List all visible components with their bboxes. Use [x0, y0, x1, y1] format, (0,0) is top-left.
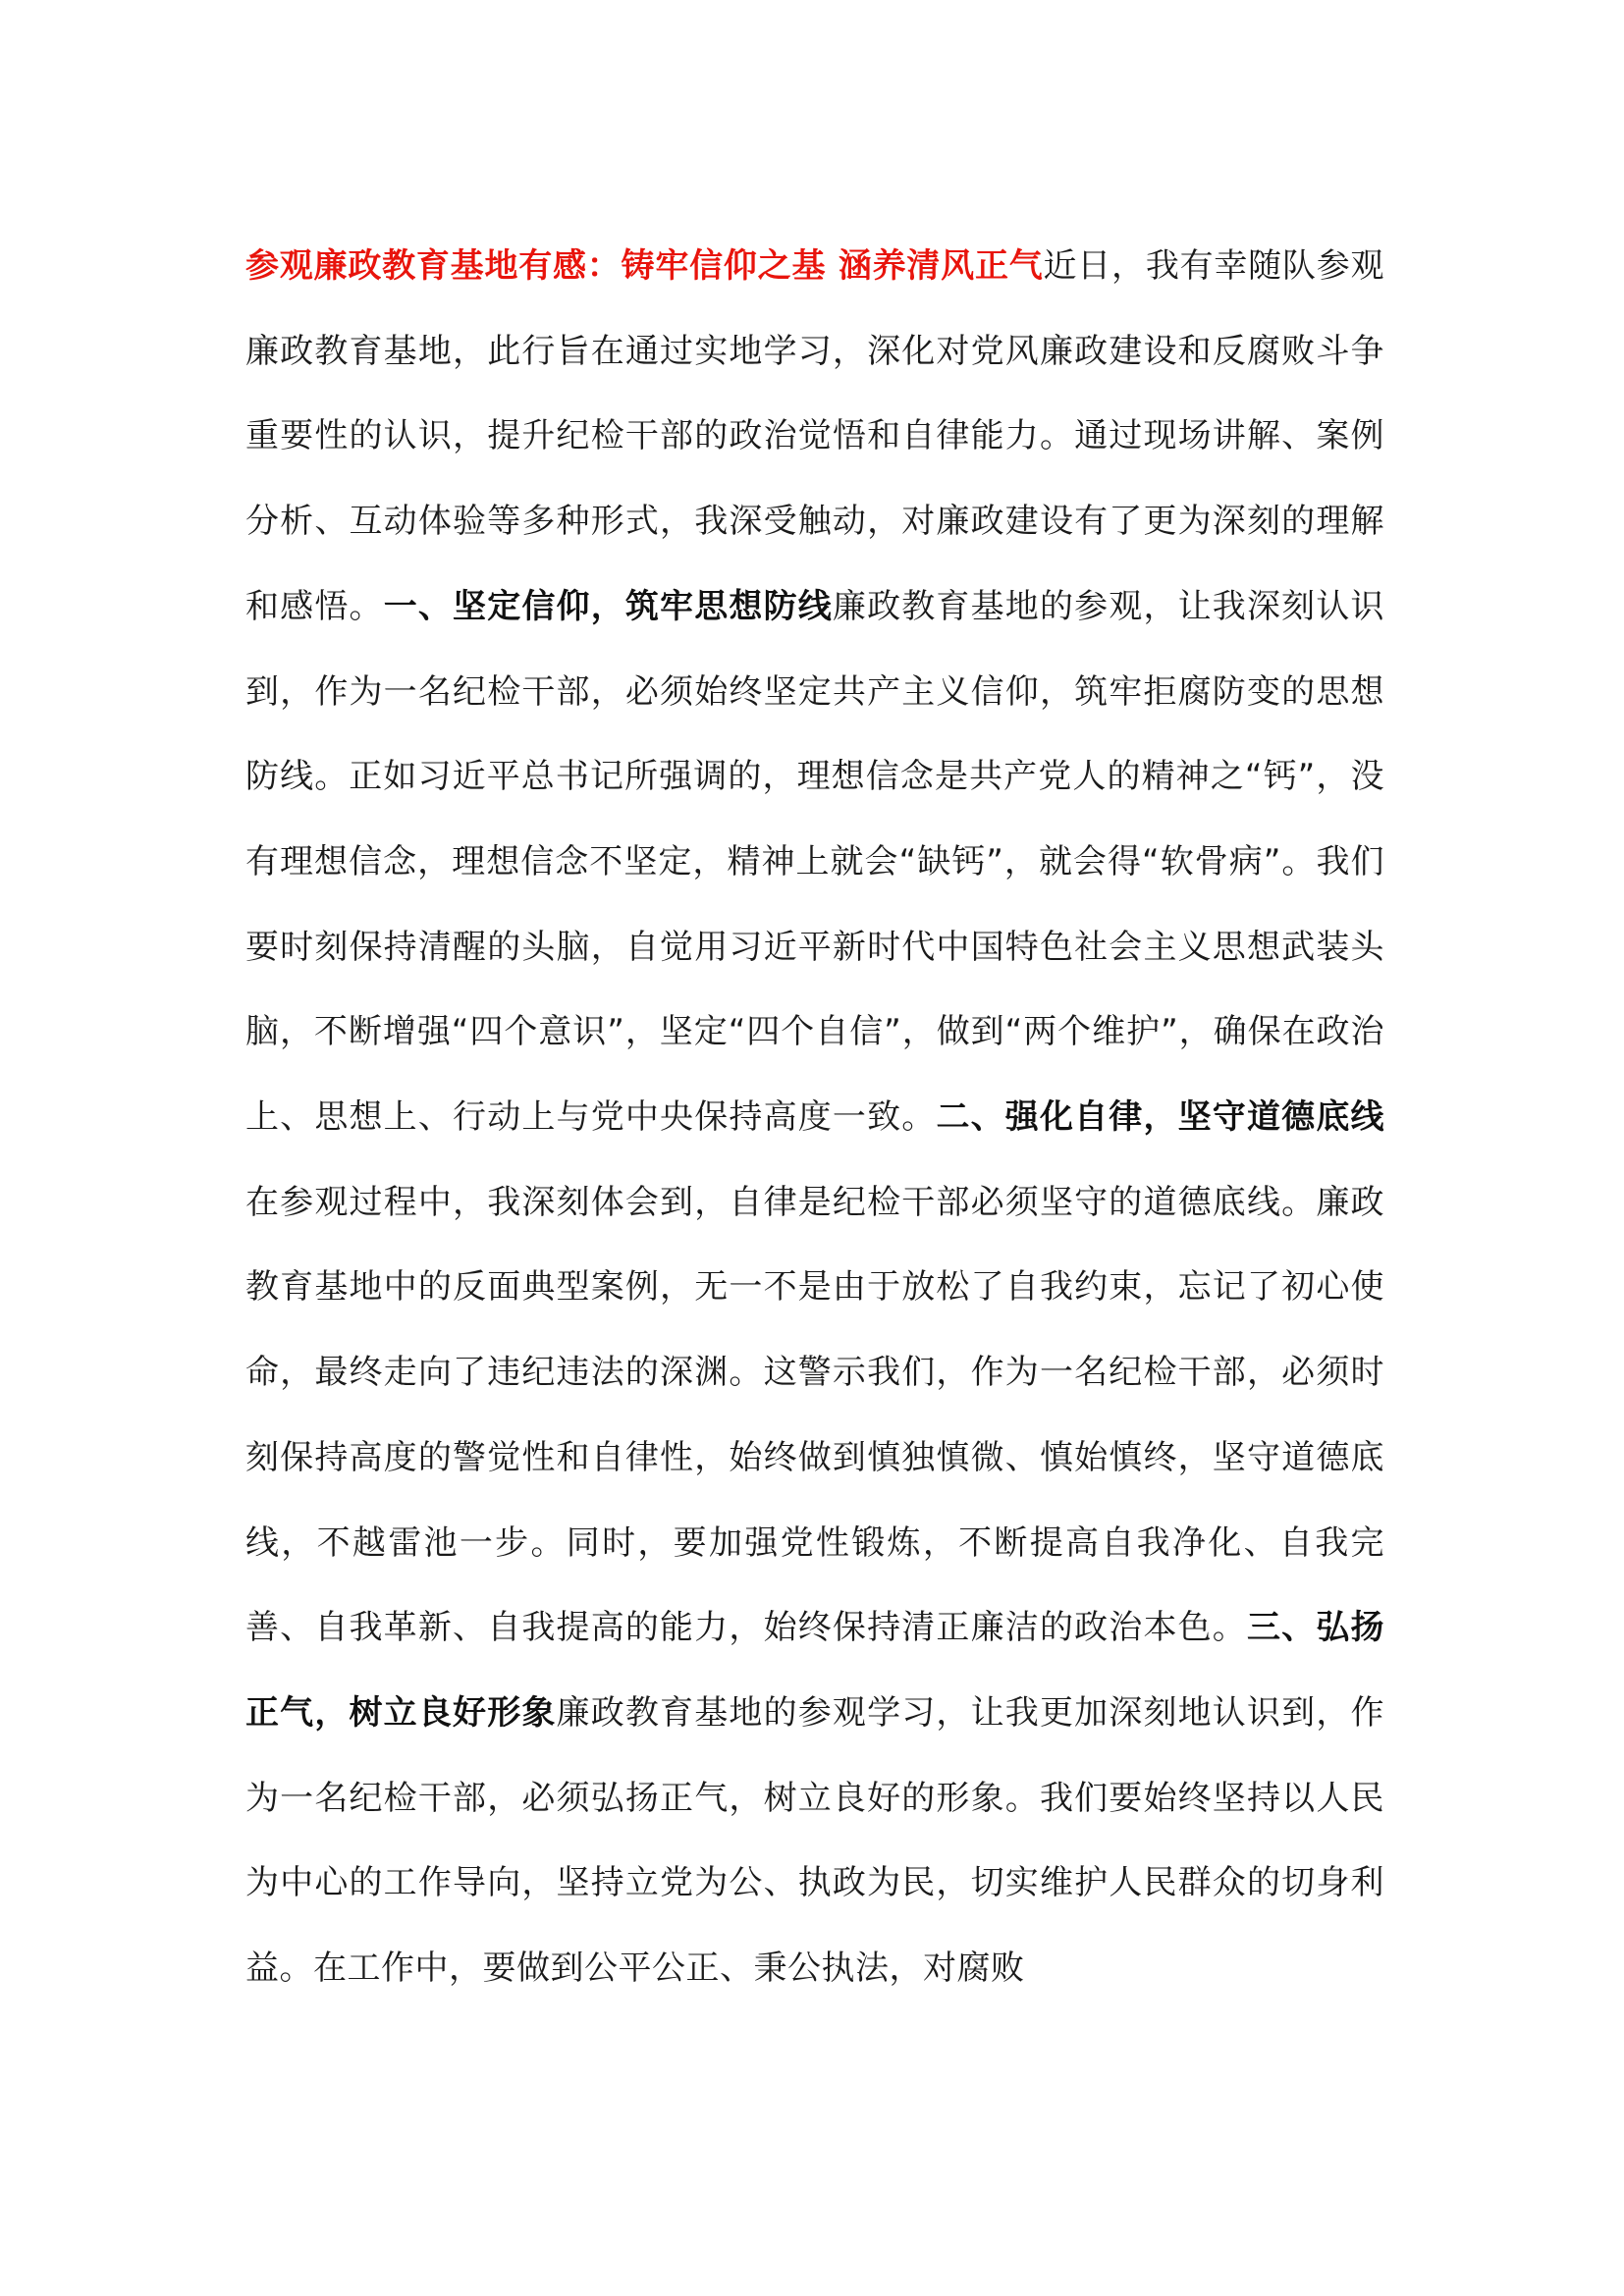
intro-text: 近日，我有幸随队参观廉政教育基地，此行旨在通过实地学习，深化对党风廉政建设和反腐败斗争重要性的认识，提升纪检干部的政治觉悟和自律能力。通过现场讲解、案例分析、互动体验等多种形式，我深受触动，对廉政建设有了更为深刻的理解和感悟。: [245, 246, 1384, 626]
section-body-1: 廉政教育基地的参观，让我深刻认识到，作为一名纪检干部，必须始终坚定共产主义信仰，筑牢拒腐防变的思想防线。正如习近平总书记所强调的，理想信念是共产党人的精神之“钙”，没有理想信念，理想信念不坚定，精神上就会“缺钙”，就会得“软骨病”。我们要时刻保持清醒的头脑，自觉用习近平新时代中国特色社会主义思想武装头脑，不断增强“四个意识”，坚定“四个自信”，做到“两个维护”，确保在政治上、思想上、行动上与党中央保持高度一致。: [245, 586, 1384, 1138]
section-heading-1: 一、坚定信仰，筑牢思想防线: [383, 586, 833, 626]
paragraph: [245, 224, 1384, 2011]
section-body-3: 廉政教育基地的参观学习，让我更加深刻地认识到，作为一名纪检干部，必须弘扬正气，树立良好的形象。我们要始终坚持以人民为中心的工作导向，坚持立党为公、执政为民，切实维护人民群众的切身利益。在工作中，要做到公平公正、秉公执法，对腐败: [245, 1692, 1384, 1989]
section-heading-2: 二、强化自律，坚守道德底线: [936, 1097, 1384, 1138]
document-body: [245, 224, 1384, 2011]
section-body-2: 在参观过程中，我深刻体会到，自律是纪检干部必须坚守的道德底线。廉政教育基地中的反面典型案例，无一不是由于放松了自我约束，忘记了初心使命，最终走向了违纪违法的深渊。这警示我们，作为一名纪检干部，必须时刻保持高度的警觉性和自律性，始终做到慎独慎微、慎始慎终，坚守道德底线，不越雷池一步。同时，要加强党性锻炼，不断提高自我净化、自我完善、自我革新、自我提高的能力，始终保持清正廉洁的政治本色。: [245, 1182, 1384, 1648]
document-title: 参观廉政教育基地有感：铸牢信仰之基 涵养清风正气: [245, 246, 1044, 286]
section-heading-3: 三、弘扬正气，树立良好形象: [245, 1608, 1384, 1733]
